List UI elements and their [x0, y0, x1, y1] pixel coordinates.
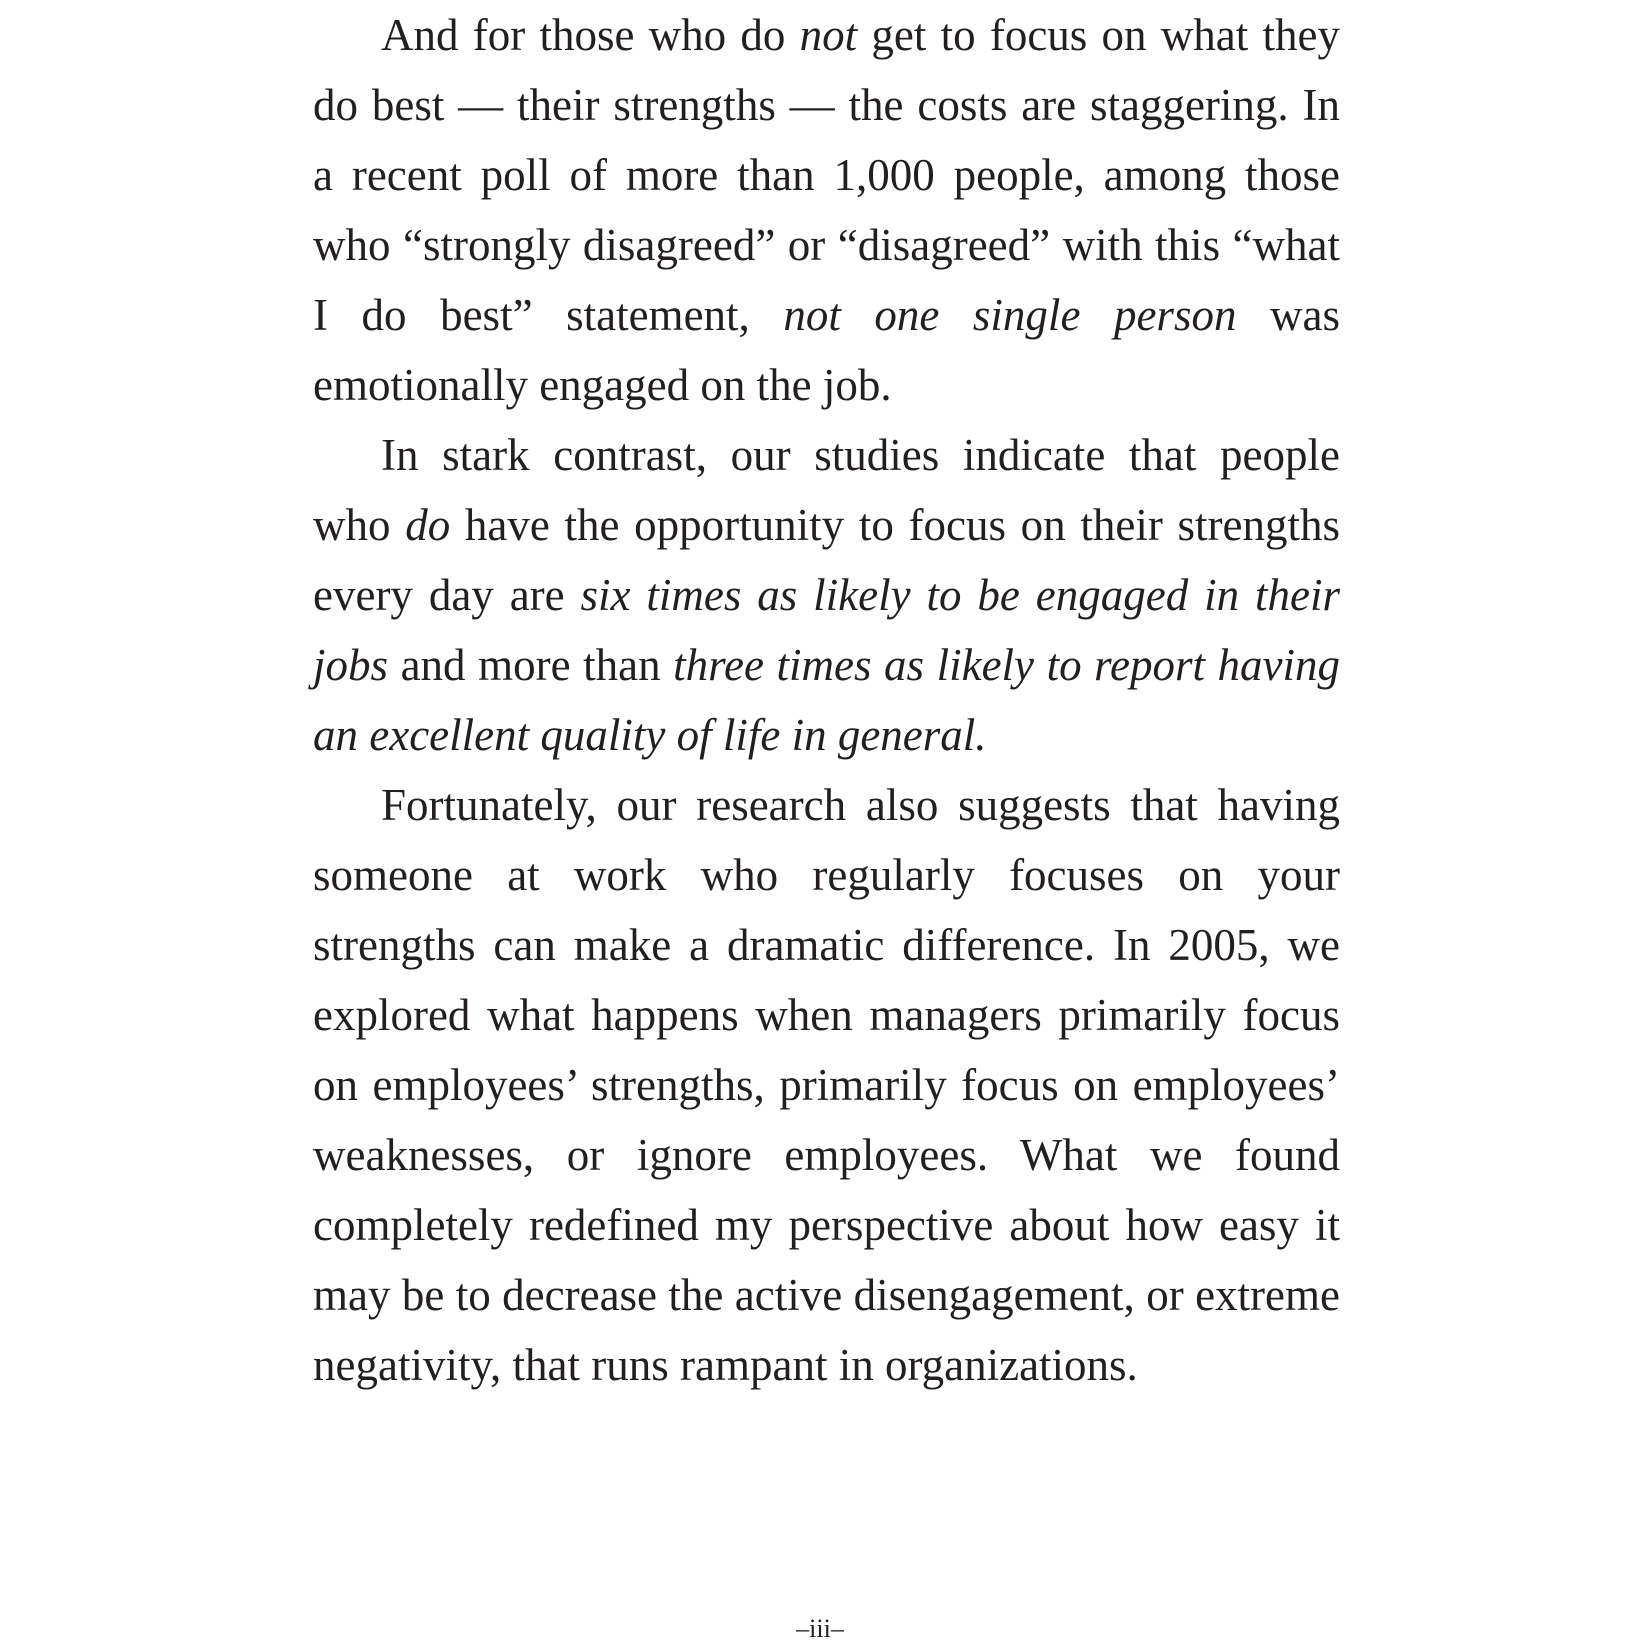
text-run: Fortunately, our research also suggests that having someone at work who regularly focuses on your strengths can make a dramatic difference. In 2005, we explored what happens when managers primarily focus on employees’ strengths, primarily focus on employees’ weaknesses, or ignore employees. What we found completely redefined my perspective about how easy it may be to decrease the active disengagement, or extreme negativity, that runs rampant in organizations.: [313, 780, 1340, 1390]
body-text: [313, 0, 1340, 1400]
page-number: –iii–: [796, 1614, 844, 1643]
text-run: In stark contrast, our studies indicate that people who: [313, 430, 1340, 550]
paragraph-1: [313, 0, 1340, 420]
text-run: was emotionally engaged on the job.: [313, 290, 1341, 410]
text-run: have the opportunity to focus on their strengths every day are: [313, 500, 1340, 620]
paragraph-3: [313, 770, 1340, 1400]
italic-run: not one single person: [783, 290, 1237, 340]
text-run: get to focus on what they do best — their strengths — the costs are staggering. In a recent poll of more than 1,000 people, among those who “strongly disagreed” or “disagreed” with this “what I do best” statement,: [313, 10, 1340, 340]
italic-run: not: [799, 10, 858, 60]
italic-run: three times as likely to report having an excellent quality of life in general.: [313, 640, 1340, 760]
italic-run: six times as likely to be engaged in their jobs: [313, 570, 1340, 690]
italic-run: do: [405, 500, 451, 550]
text-run: And for those who do: [381, 10, 800, 60]
paragraph-2: [313, 420, 1340, 770]
text-run: and more than: [388, 640, 674, 690]
